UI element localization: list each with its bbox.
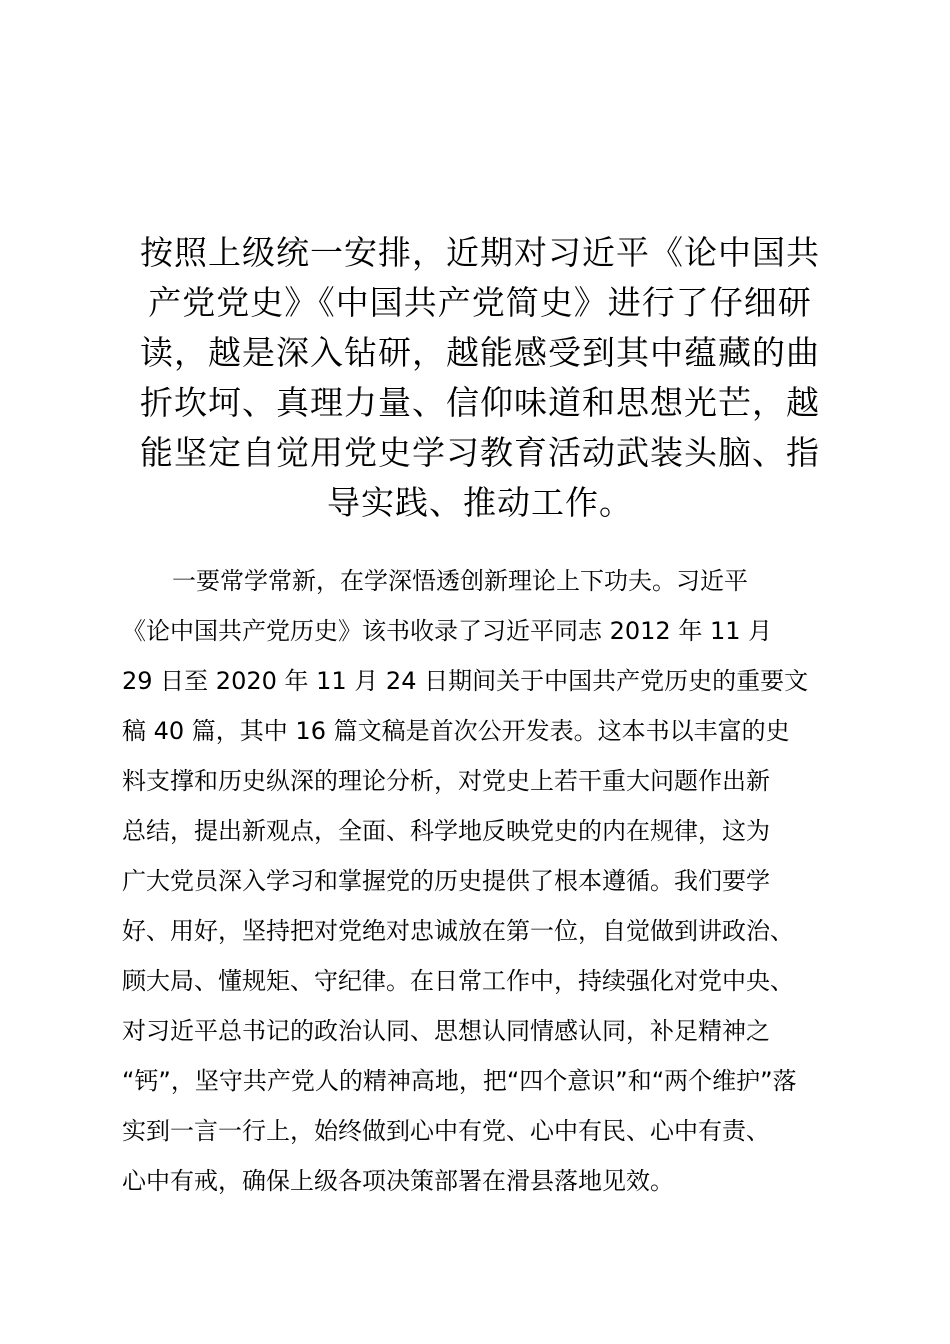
- body-paragraph: [122, 556, 842, 1206]
- heading-line: 折坎坷、真理力量、信仰味道和思想光芒，越: [140, 383, 820, 422]
- paragraph-line: 广大党员深入学习和掌握党的历史提供了根本遵循。我们要学: [122, 867, 770, 895]
- paragraph-line: 《论中国共产党历史》该书收录了习近平同志 2012 年 11 月: [122, 617, 773, 645]
- paragraph-line: 实到一言一行上，始终做到心中有党、心中有民、心中有责、: [122, 1117, 770, 1145]
- paragraph-line: 对习近平总书记的政治认同、思想认同情感认同，补足精神之: [122, 1017, 770, 1045]
- paragraph-line: “钙”，坚守共产党人的精神高地，把“四个意识”和“两个维护”落: [122, 1067, 797, 1095]
- paragraph-line: 顾大局、懂规矩、守纪律。在日常工作中，持续强化对党中央、: [122, 967, 794, 995]
- paragraph-line: 料支撑和历史纵深的理论分析，对党史上若干重大问题作出新: [122, 767, 770, 795]
- heading-line: 读，越是深入钻研，越能感受到其中蕴藏的曲: [140, 333, 820, 372]
- heading-line: 产党党史》《中国共产党简史》进行了仔细研: [148, 283, 812, 322]
- heading-line: 按照上级统一安排，近期对习近平《论中国共: [140, 233, 820, 272]
- paragraph-line: 好、用好，坚持把对党绝对忠诚放在第一位，自觉做到讲政治、: [122, 917, 794, 945]
- paragraph-line: 心中有戒，确保上级各项决策部署在滑县落地见效。: [122, 1167, 674, 1195]
- heading-line: 能坚定自觉用党史学习教育活动武装头脑、指: [140, 433, 820, 472]
- paragraph-line: 29 日至 2020 年 11 月 24 日期间关于中国共产党历史的重要文: [122, 667, 809, 695]
- paragraph-line: 一要常学常新，在学深悟透创新理论上下功夫。习近平: [172, 567, 748, 595]
- paragraph-line: 稿 40 篇，其中 16 篇文稿是首次公开发表。这本书以丰富的史: [122, 717, 790, 745]
- intro-heading: [120, 228, 840, 528]
- heading-line: 导实践、推动工作。: [327, 483, 633, 522]
- paragraph-line: 总结，提出新观点，全面、科学地反映党史的内在规律，这为: [122, 817, 770, 845]
